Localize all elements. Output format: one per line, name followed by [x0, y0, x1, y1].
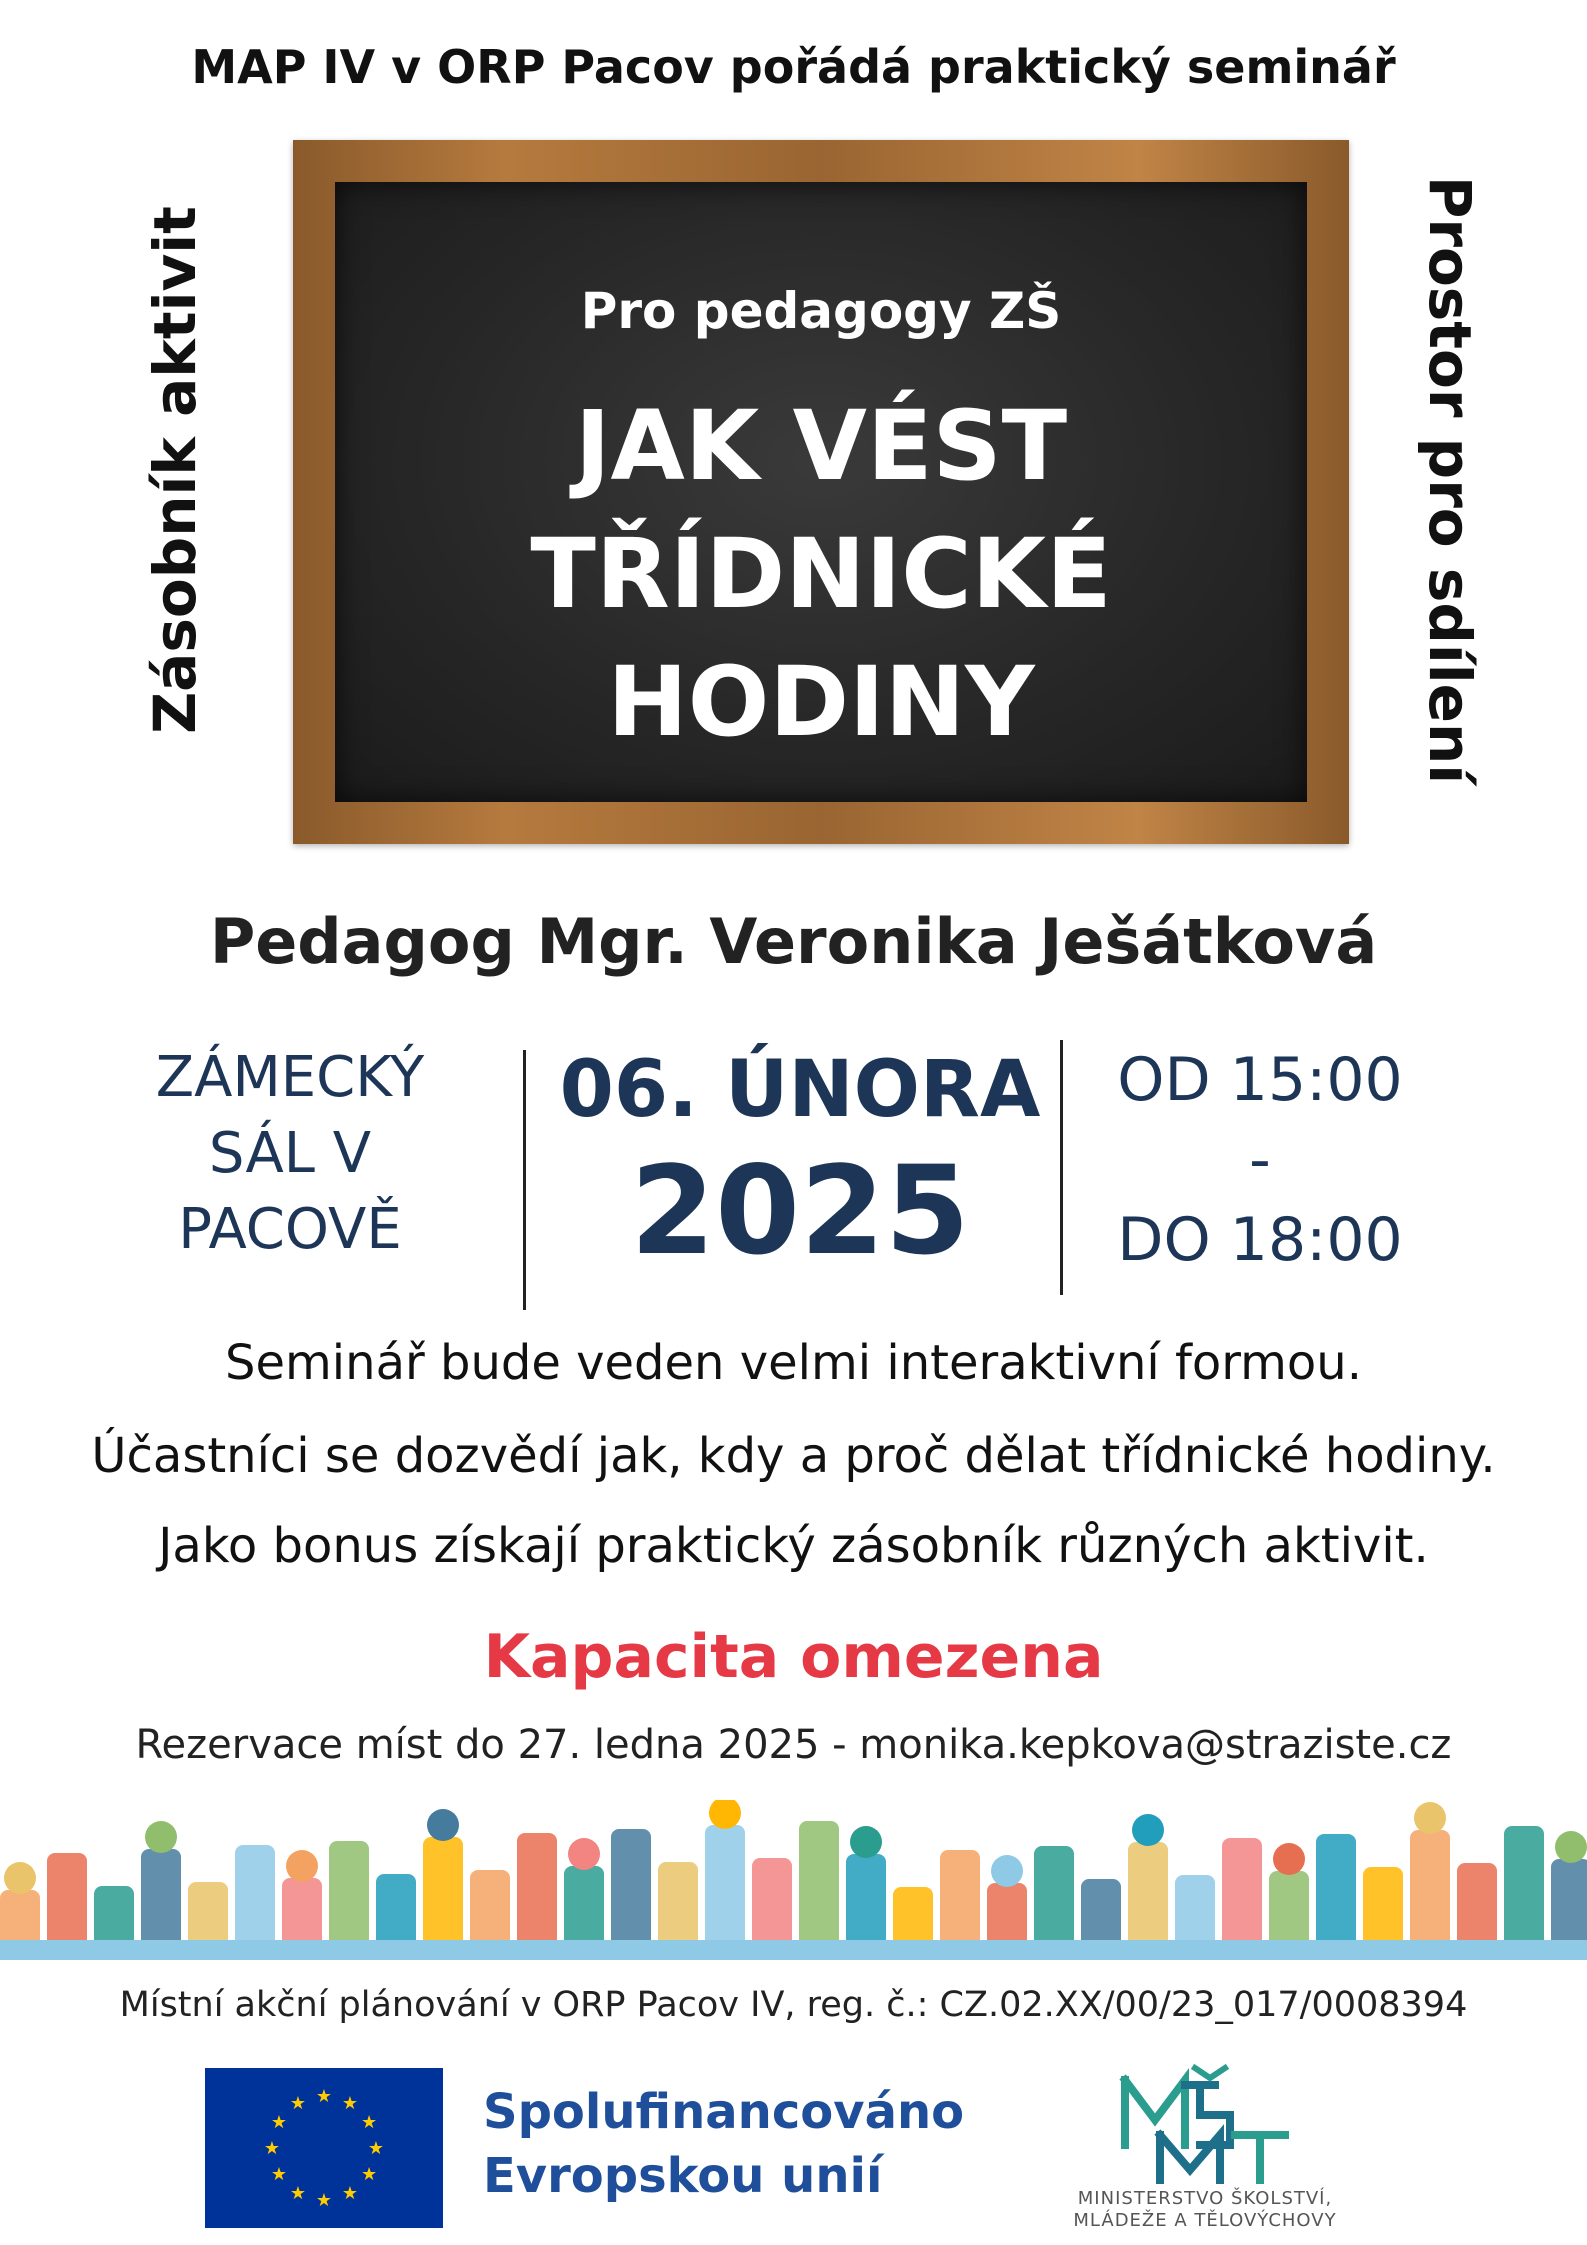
svg-text:★: ★	[315, 2086, 333, 2107]
time-to: DO 18:00	[1117, 1205, 1403, 1275]
svg-text:★: ★	[270, 2164, 288, 2185]
side-label-left: Zásobník aktivit	[141, 206, 209, 734]
header-title: MAP IV v ORP Pacov pořádá praktický seminář	[191, 40, 1396, 94]
eu-cofinanced-text	[483, 2080, 964, 2208]
side-label-right: Prostor pro sdílení	[1416, 175, 1484, 785]
divider-right	[1060, 1040, 1063, 1295]
event-time	[1090, 1040, 1430, 1280]
divider-left	[523, 1050, 526, 1310]
project-registration: Místní akční plánování v ORP Pacov IV, reg. č.: CZ.02.XX/00/23_017/0008394	[119, 1985, 1468, 2025]
board-subtitle: Pro pedagogy ZŠ	[580, 282, 1062, 340]
reservation-info: Rezervace míst do 27. ledna 2025 - monika.kepkova@straziste.cz	[135, 1722, 1452, 1768]
msmt-line-2: MLÁDEŽE A TĚLOVÝCHOVY	[1073, 2210, 1337, 2231]
msmt-line-1: MINISTERSTVO ŠKOLSTVÍ,	[1077, 2188, 1333, 2209]
capacity-notice: Kapacita omezena	[483, 1622, 1104, 1692]
description-line-2: Účastníci se dozvědí jak, kdy a proč dělat třídnické hodiny.	[91, 1428, 1496, 1484]
event-date-year: 2025	[630, 1140, 970, 1282]
board-title-line-2: TŘÍDNICKÉ	[530, 518, 1112, 630]
board-title	[335, 382, 1307, 766]
svg-text:★: ★	[270, 2112, 288, 2133]
svg-text:★: ★	[289, 2092, 307, 2114]
svg-text:★: ★	[367, 2138, 385, 2159]
venue-line-1: ZÁMECKÝ	[155, 1045, 425, 1110]
svg-text:★: ★	[289, 2183, 307, 2205]
chalkboard	[293, 140, 1349, 844]
board-title-line-3: HODINY	[607, 646, 1035, 758]
eu-flag-icon	[205, 2068, 443, 2228]
description-line-3: Jako bonus získají praktický zásobník různých aktivit.	[158, 1518, 1429, 1574]
svg-text:★: ★	[315, 2190, 333, 2211]
msmt-logo	[1030, 2060, 1380, 2240]
time-from: OD 15:00	[1117, 1045, 1403, 1115]
chalkboard-surface	[335, 182, 1307, 802]
msmt-logo-icon	[1030, 2060, 1380, 2185]
svg-text:★: ★	[360, 2164, 378, 2185]
svg-text:★: ★	[341, 2183, 359, 2205]
venue-line-3: PACOVĚ	[178, 1197, 402, 1262]
time-separator: -	[1249, 1125, 1271, 1195]
venue-line-2: SÁL V	[208, 1121, 372, 1186]
eu-text-line-2: Evropskou unií	[483, 2148, 883, 2204]
lecturer-name: Pedagog Mgr. Veronika Ješátková	[209, 905, 1378, 978]
board-title-line-1: JAK VÉST	[574, 390, 1068, 502]
svg-text:★: ★	[263, 2138, 281, 2159]
event-venue	[110, 1040, 470, 1268]
svg-text:★: ★	[341, 2092, 359, 2114]
eu-text-line-1: Spolufinancováno	[483, 2084, 965, 2140]
event-date-day: 06. ÚNORA	[559, 1045, 1041, 1135]
school-supplies-border-icon	[0, 1800, 1587, 1960]
description-line-1: Seminář bude veden velmi interaktivní formou.	[225, 1335, 1362, 1391]
svg-text:★: ★	[360, 2112, 378, 2133]
msmt-caption	[1030, 2188, 1380, 2232]
